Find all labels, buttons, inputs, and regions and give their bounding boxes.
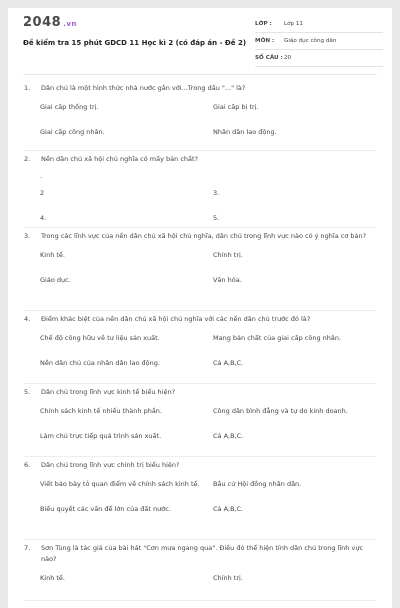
question-number: 3. [24,232,31,240]
question-item [23,540,377,601]
answer-option[interactable]: 4. [40,214,47,222]
answer-option[interactable]: Nền dân chủ của nhân dân lao động. [40,359,160,367]
answer-option[interactable]: Giai cấp thống trị. [40,103,99,111]
question-text: Dân chủ trong lĩnh vực kinh tế biểu hiện? [41,388,176,396]
question-text: Điểm khác biệt của nền dân chủ xã hội chủ nghĩa với các nền dân chủ trước đó là? [41,315,311,323]
question-extra: . [40,172,43,180]
question-text-row [23,457,377,471]
answer-option[interactable]: Viết báo bày tỏ quan điểm về chính sách kinh tế. [40,480,200,488]
answer-option[interactable]: Mang bản chất của giai cấp công nhân. [213,334,342,342]
meta-row-class [255,16,383,33]
question-number: 5. [24,388,31,396]
exam-header [8,8,392,68]
answer-option[interactable]: Chính trị. [213,574,243,582]
question-number: 6. [24,461,31,469]
answer-option[interactable]: Chế độ công hữu về tư liệu sản xuất. [40,334,160,342]
answer-options [23,479,377,529]
question-item [23,384,377,457]
answer-option[interactable]: 5. [213,214,220,222]
exam-meta [255,16,383,67]
question-text-row [23,311,377,325]
answer-options [23,102,377,152]
question-number: 4. [24,315,31,323]
meta-label: MÔN : [255,38,275,44]
answer-option[interactable]: Giai cấp công nhân. [40,128,105,136]
question-list [8,80,392,601]
meta-row-subject [255,33,383,50]
question-item [23,228,377,311]
question-number: 1. [24,84,31,92]
meta-value: 20 [284,55,292,61]
answer-option[interactable]: Kinh tế. [40,574,65,582]
answer-option[interactable]: Chính trị. [213,251,243,259]
header-divider [23,74,377,75]
meta-value: Giáo dục công dân [284,38,337,44]
question-text: Trong các lĩnh vực của nền dân chủ xã hội chủ nghĩa, dân chủ trong lĩnh vực nào có ý nghĩa cơ bản? [41,232,367,240]
answer-option[interactable]: 3. [213,189,220,197]
logo-suffix: .vn [63,20,77,28]
question-number: 7. [24,544,31,552]
question-text: Dân chủ trong lĩnh vực chính trị biểu hiện? [41,461,180,469]
logo-text: 2048 [23,15,62,30]
question-item [23,311,377,384]
meta-value: Lớp 11 [284,21,303,27]
answer-option[interactable]: 2 [40,189,45,197]
answer-option[interactable]: Cả A,B,C. [213,359,244,367]
answer-option[interactable]: Chính sách kinh tế nhiều thành phần. [40,407,162,415]
question-number: 2. [24,155,31,163]
meta-label: SỐ CÂU : [255,55,283,61]
meta-row-count [255,50,383,67]
question-text-row [23,540,377,565]
answer-option[interactable]: Giáo dục. [40,276,71,284]
answer-option[interactable]: Làm chủ trực tiếp quá trình sản xuất. [40,432,162,440]
answer-options [23,250,377,300]
question-text: Sơn Tùng là tác giả của bài hát "Cơn mưa ngang qua". Điều đó thể hiện tính dân chủ trong lĩnh vực nào? [41,544,364,563]
answer-options [23,333,377,383]
question-text: Nền dân chủ xã hội chủ nghĩa có mấy bản chất? [41,155,198,163]
question-text-row [23,151,377,165]
answer-option[interactable]: Văn hóa. [213,276,242,284]
answer-option[interactable]: Bầu cử Hội đồng nhân dân. [213,480,302,488]
answer-option[interactable]: Cả A,B,C. [213,432,244,440]
question-item [23,151,377,228]
question-text: Dân chủ là một hình thức nhà nước gắn với...Trong dấu "..." là? [41,84,246,92]
answer-option[interactable]: Cả A,B,C. [213,505,244,513]
exam-page [8,8,392,608]
meta-label: LỚP : [255,21,272,27]
answer-option[interactable]: Công dân bình đẳng và tự do kinh doanh. [213,407,348,415]
answer-option[interactable]: Nhân dân lao động. [213,128,277,136]
answer-option[interactable]: Kinh tế. [40,251,65,259]
question-item [23,80,377,151]
answer-option[interactable]: Giai cấp bị trị. [213,103,259,111]
question-item [23,457,377,540]
answer-options [23,406,377,456]
answer-option[interactable]: Biểu quyết các vấn đề lớn của đất nước. [40,505,171,513]
answer-options [23,573,377,598]
question-text-row [23,228,377,242]
site-logo[interactable] [23,15,77,30]
question-text-row [23,80,377,94]
exam-title: Đề kiểm tra 15 phút GDCD 11 Học kì 2 (có đáp án - Đề 2) [23,39,247,47]
question-text-row [23,384,377,398]
